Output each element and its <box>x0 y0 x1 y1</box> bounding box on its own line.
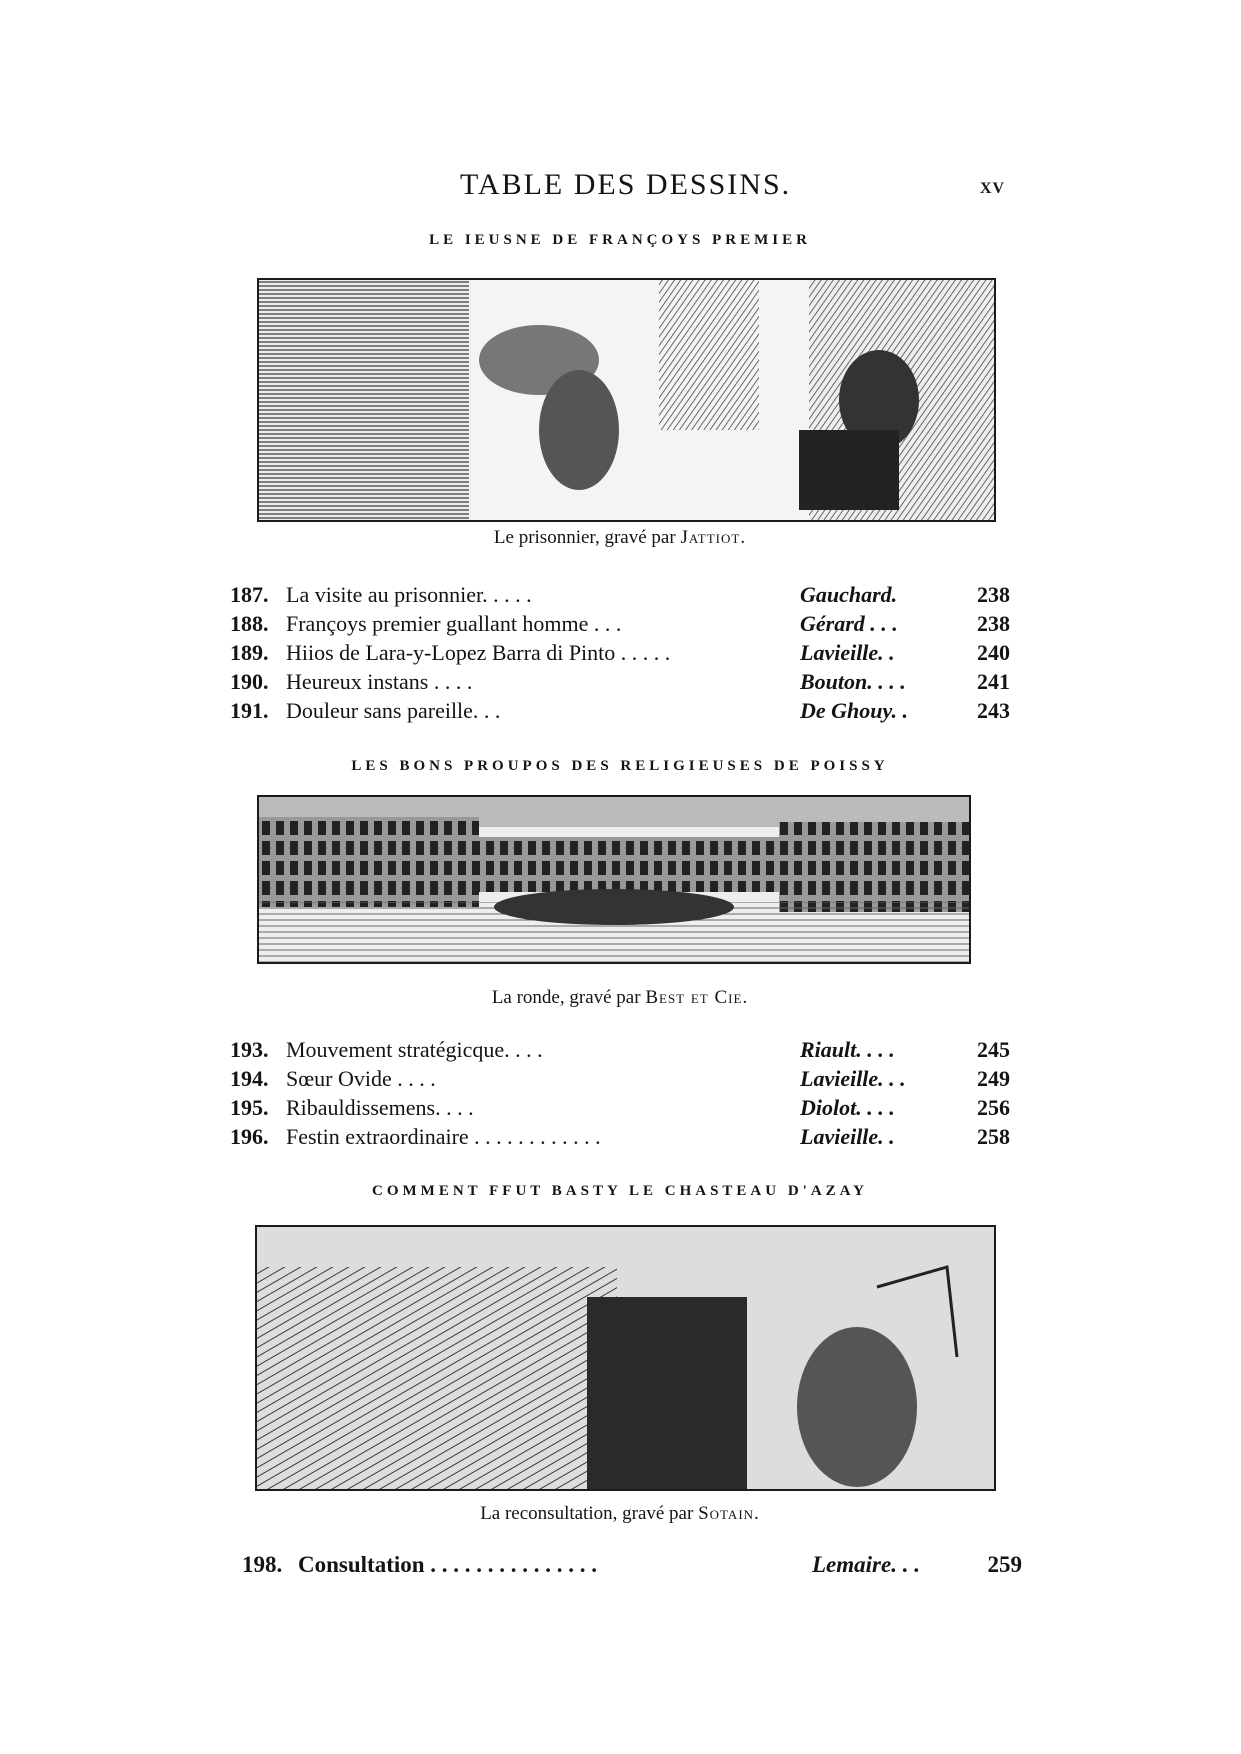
entry-artist: De Ghouy. . <box>800 698 908 723</box>
caption-text: La ronde, gravé par <box>491 987 641 1008</box>
entry-number: 194. <box>230 1066 269 1091</box>
entry-page: 241 <box>977 669 1010 694</box>
engraving-prisonnier <box>257 278 996 522</box>
entry-artist: Lavieille. . . <box>800 1066 906 1091</box>
entry-title: Hiios de Lara-y-Lopez Barra di Pinto . . . . . <box>286 640 671 665</box>
entry-page: 256 <box>977 1095 1010 1120</box>
entry-page: 258 <box>977 1124 1010 1149</box>
entry-title: Ribauldissemens. . . . <box>286 1095 474 1120</box>
entry-number: 196. <box>230 1124 269 1149</box>
entry-number: 189. <box>230 640 269 665</box>
entry-title: Festin extraordinaire . . . . . . . . . . . . <box>286 1124 601 1149</box>
list-item <box>230 669 1010 698</box>
list-item <box>230 582 1010 611</box>
list-item <box>230 640 1010 669</box>
entry-artist: Lavieille. . <box>800 640 895 665</box>
entry-page: 245 <box>977 1037 1010 1062</box>
entry-artist: Lemaire. . . <box>812 1552 920 1577</box>
list-item <box>230 1095 1010 1124</box>
entry-number: 198. <box>242 1552 283 1577</box>
entry-page: 259 <box>987 1552 1022 1577</box>
entry-artist: Gérard . . . <box>800 611 898 636</box>
entry-artist: Diolot. . . . <box>800 1095 895 1120</box>
caption-ronde <box>250 987 990 1009</box>
caption-engraver: Sotain. <box>698 1503 760 1524</box>
list-item <box>242 1552 1022 1581</box>
caption-engraver: Best et Cie. <box>645 987 749 1008</box>
engraving-prisonnier-illustration <box>259 280 994 520</box>
entry-title: Consultation . . . . . . . . . . . . . . . <box>298 1552 598 1577</box>
entry-page: 243 <box>977 698 1010 723</box>
entries-list <box>230 582 1010 727</box>
story-title: LE IEUSNE DE FRANÇOYS PREMIER <box>429 232 811 248</box>
entry-artist: Riault. . . . <box>800 1037 895 1062</box>
entry-number: 195. <box>230 1095 269 1120</box>
story-title: COMMENT FFUT BASTY LE CHASTEAU D'AZAY <box>372 1183 868 1199</box>
list-item <box>230 1124 1010 1153</box>
entry-title: Douleur sans pareille. . . <box>286 698 501 723</box>
entry-title: Mouvement stratégicque. . . . <box>286 1037 543 1062</box>
entry-title: Sœur Ovide . . . . <box>286 1066 436 1091</box>
entry-artist: Gauchard. <box>800 582 898 607</box>
list-item <box>230 1066 1010 1095</box>
entry-artist: Bouton. . . . <box>800 669 906 694</box>
entry-number: 191. <box>230 698 269 723</box>
caption-prisonnier <box>250 527 990 549</box>
entry-page: 249 <box>977 1066 1010 1091</box>
engraving-reconsultation <box>255 1225 996 1491</box>
caption-text: La reconsultation, gravé par <box>480 1503 694 1524</box>
entry-artist: Lavieille. . <box>800 1124 895 1149</box>
entry-page: 238 <box>977 582 1010 607</box>
entry-title: Heureux instans . . . . <box>286 669 473 694</box>
list-item <box>230 1037 1010 1066</box>
entry-title: La visite au prisonnier. . . . . <box>286 582 532 607</box>
engraving-ronde <box>257 795 971 964</box>
story-title: LES BONS PROUPOS DES RELIGIEUSES DE POISSY <box>351 758 889 774</box>
engraving-reconsultation-illustration <box>257 1227 994 1489</box>
entry-page: 238 <box>977 611 1010 636</box>
caption-text: Le prisonnier, gravé par <box>493 527 676 548</box>
entries-list <box>242 1552 1022 1581</box>
entry-number: 190. <box>230 669 269 694</box>
list-item <box>230 698 1010 727</box>
entry-number: 193. <box>230 1037 269 1062</box>
entry-page: 240 <box>977 640 1010 665</box>
caption-reconsultation <box>250 1503 990 1525</box>
entry-title: Françoys premier guallant homme . . . <box>286 611 622 636</box>
page-title: TABLE DES DESSINS. <box>460 168 792 201</box>
engraving-ronde-illustration <box>259 797 969 962</box>
entries-list <box>230 1037 1010 1153</box>
list-item <box>230 611 1010 640</box>
entry-number: 187. <box>230 582 269 607</box>
page-number: XV <box>980 180 1006 197</box>
caption-engraver: Jattiot. <box>680 527 747 548</box>
entry-number: 188. <box>230 611 269 636</box>
